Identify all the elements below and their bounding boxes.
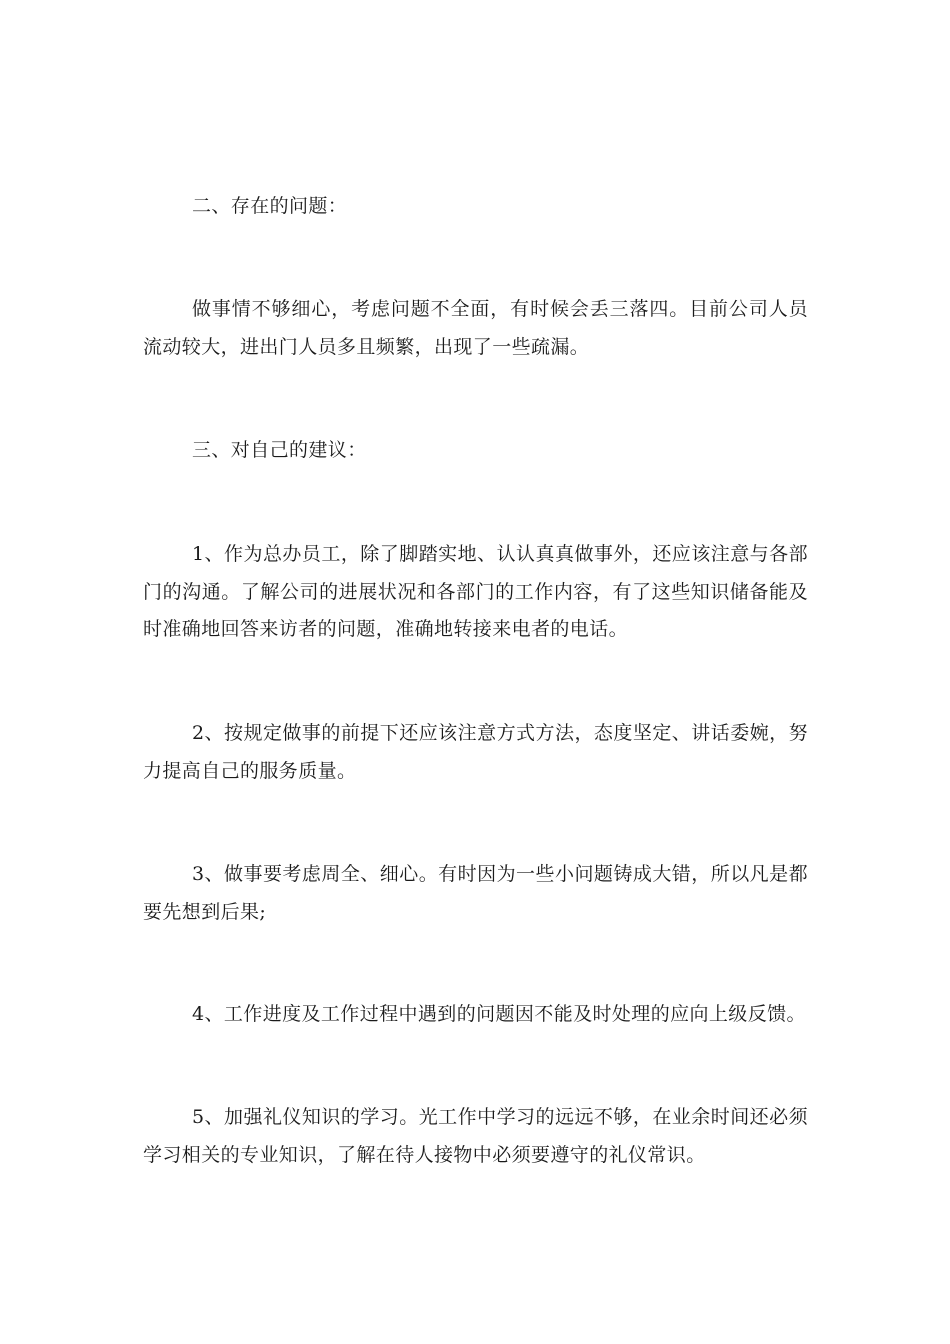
section-heading-suggestions: 三、对自己的建议： xyxy=(192,439,367,461)
suggestion-item-5: 5、加强礼仪知识的学习。光工作中学习的远远不够，在业余时间还必须学习相关的专业知识，了解在待人接物中必须要遵守的礼仪常识。 xyxy=(143,1106,808,1166)
section-heading-problems: 二、存在的问题： xyxy=(192,195,348,217)
problems-paragraph: 做事情不够细心，考虑问题不全面，有时候会丢三落四。目前公司人员流动较大，进出门人员多且频繁，出现了一些疏漏。 xyxy=(143,298,808,358)
suggestion-item-4: 4、工作进度及工作过程中遇到的问题因不能及时处理的应向上级反馈。 xyxy=(192,1003,806,1025)
suggestion-item-1: 1、作为总办员工，除了脚踏实地、认认真真做事外，还应该注意与各部门的沟通。了解公司的进展状况和各部门的工作内容，有了这些知识储备能及时准确地回答来访者的问题，准确地转接来电者的电话。 xyxy=(143,543,808,640)
suggestion-item-2: 2、按规定做事的前提下还应该注意方式方法，态度坚定、讲话委婉，努力提高自己的服务质量。 xyxy=(143,722,808,782)
suggestion-item-3: 3、做事要考虑周全、细心。有时因为一些小问题铸成大错，所以凡是都要先想到后果; xyxy=(143,863,808,923)
